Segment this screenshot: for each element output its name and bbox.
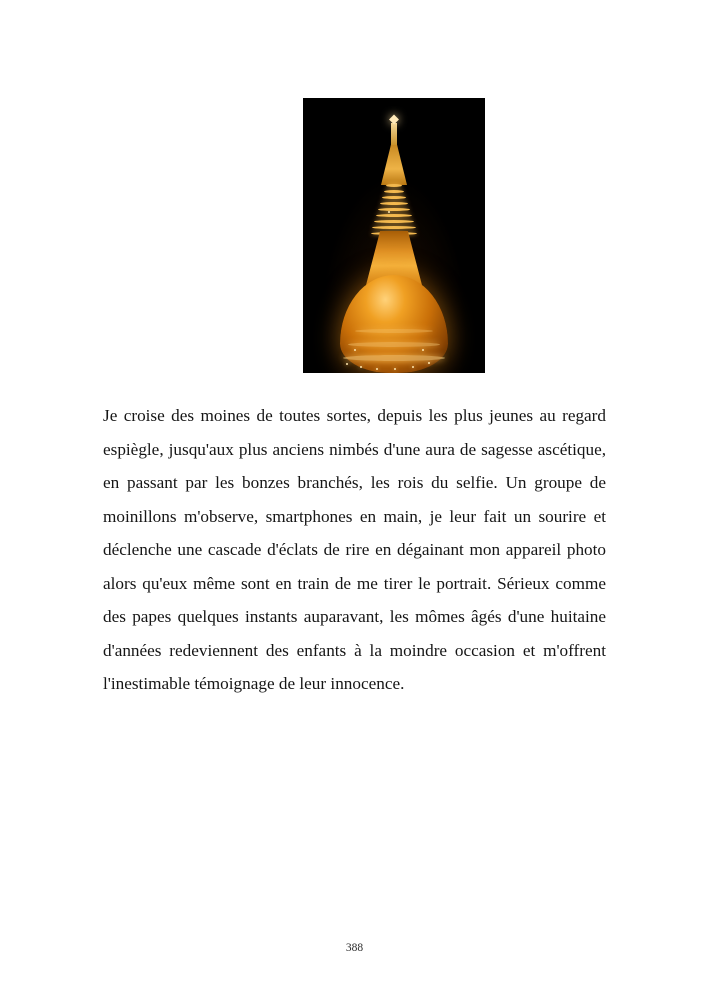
pagoda-band: [355, 329, 433, 333]
lamp-light: [388, 211, 390, 213]
lamp-light: [428, 362, 430, 364]
lamp-light: [412, 366, 414, 368]
pagoda-band: [348, 342, 440, 347]
pagoda-finial-icon: [391, 123, 397, 147]
lamp-light: [360, 366, 362, 368]
pagoda-bell: [340, 275, 448, 373]
lamp-light: [394, 368, 396, 370]
pagoda-rings: [371, 183, 417, 235]
pagoda-band: [343, 355, 445, 361]
lamp-light: [354, 349, 356, 351]
page-number: 388: [345, 942, 364, 954]
figure-golden-pagoda: [303, 98, 485, 373]
lamp-light: [346, 363, 348, 365]
pagoda-stupa: [334, 123, 454, 373]
lamp-light: [376, 368, 378, 370]
lamp-light: [422, 349, 424, 351]
body-paragraph: Je croise des moines de toutes sortes, depuis les plus jeunes au regard espiègle, jusqu'aux plus anciens nimbés d'une aura de sagesse ascétique, en passant par les bonzes branchés, les rois du selfie. Un groupe de moinillons m'observe, smartphones en main, je leur fait un sourire et déclenche une cascade d'éclats de rire en dégainant mon appareil photo alors qu'eux même sont en train de me tirer le portrait. Sérieux comme des papes quelques instants auparavant, les mômes âgés d'une huitaine d'années redeviennent des enfants à la moindre occasion et m'offrent l'inestimable témoignage de leur innocence.: [103, 406, 606, 693]
body-paragraph-container: [103, 399, 606, 701]
pagoda-spire: [381, 145, 407, 185]
